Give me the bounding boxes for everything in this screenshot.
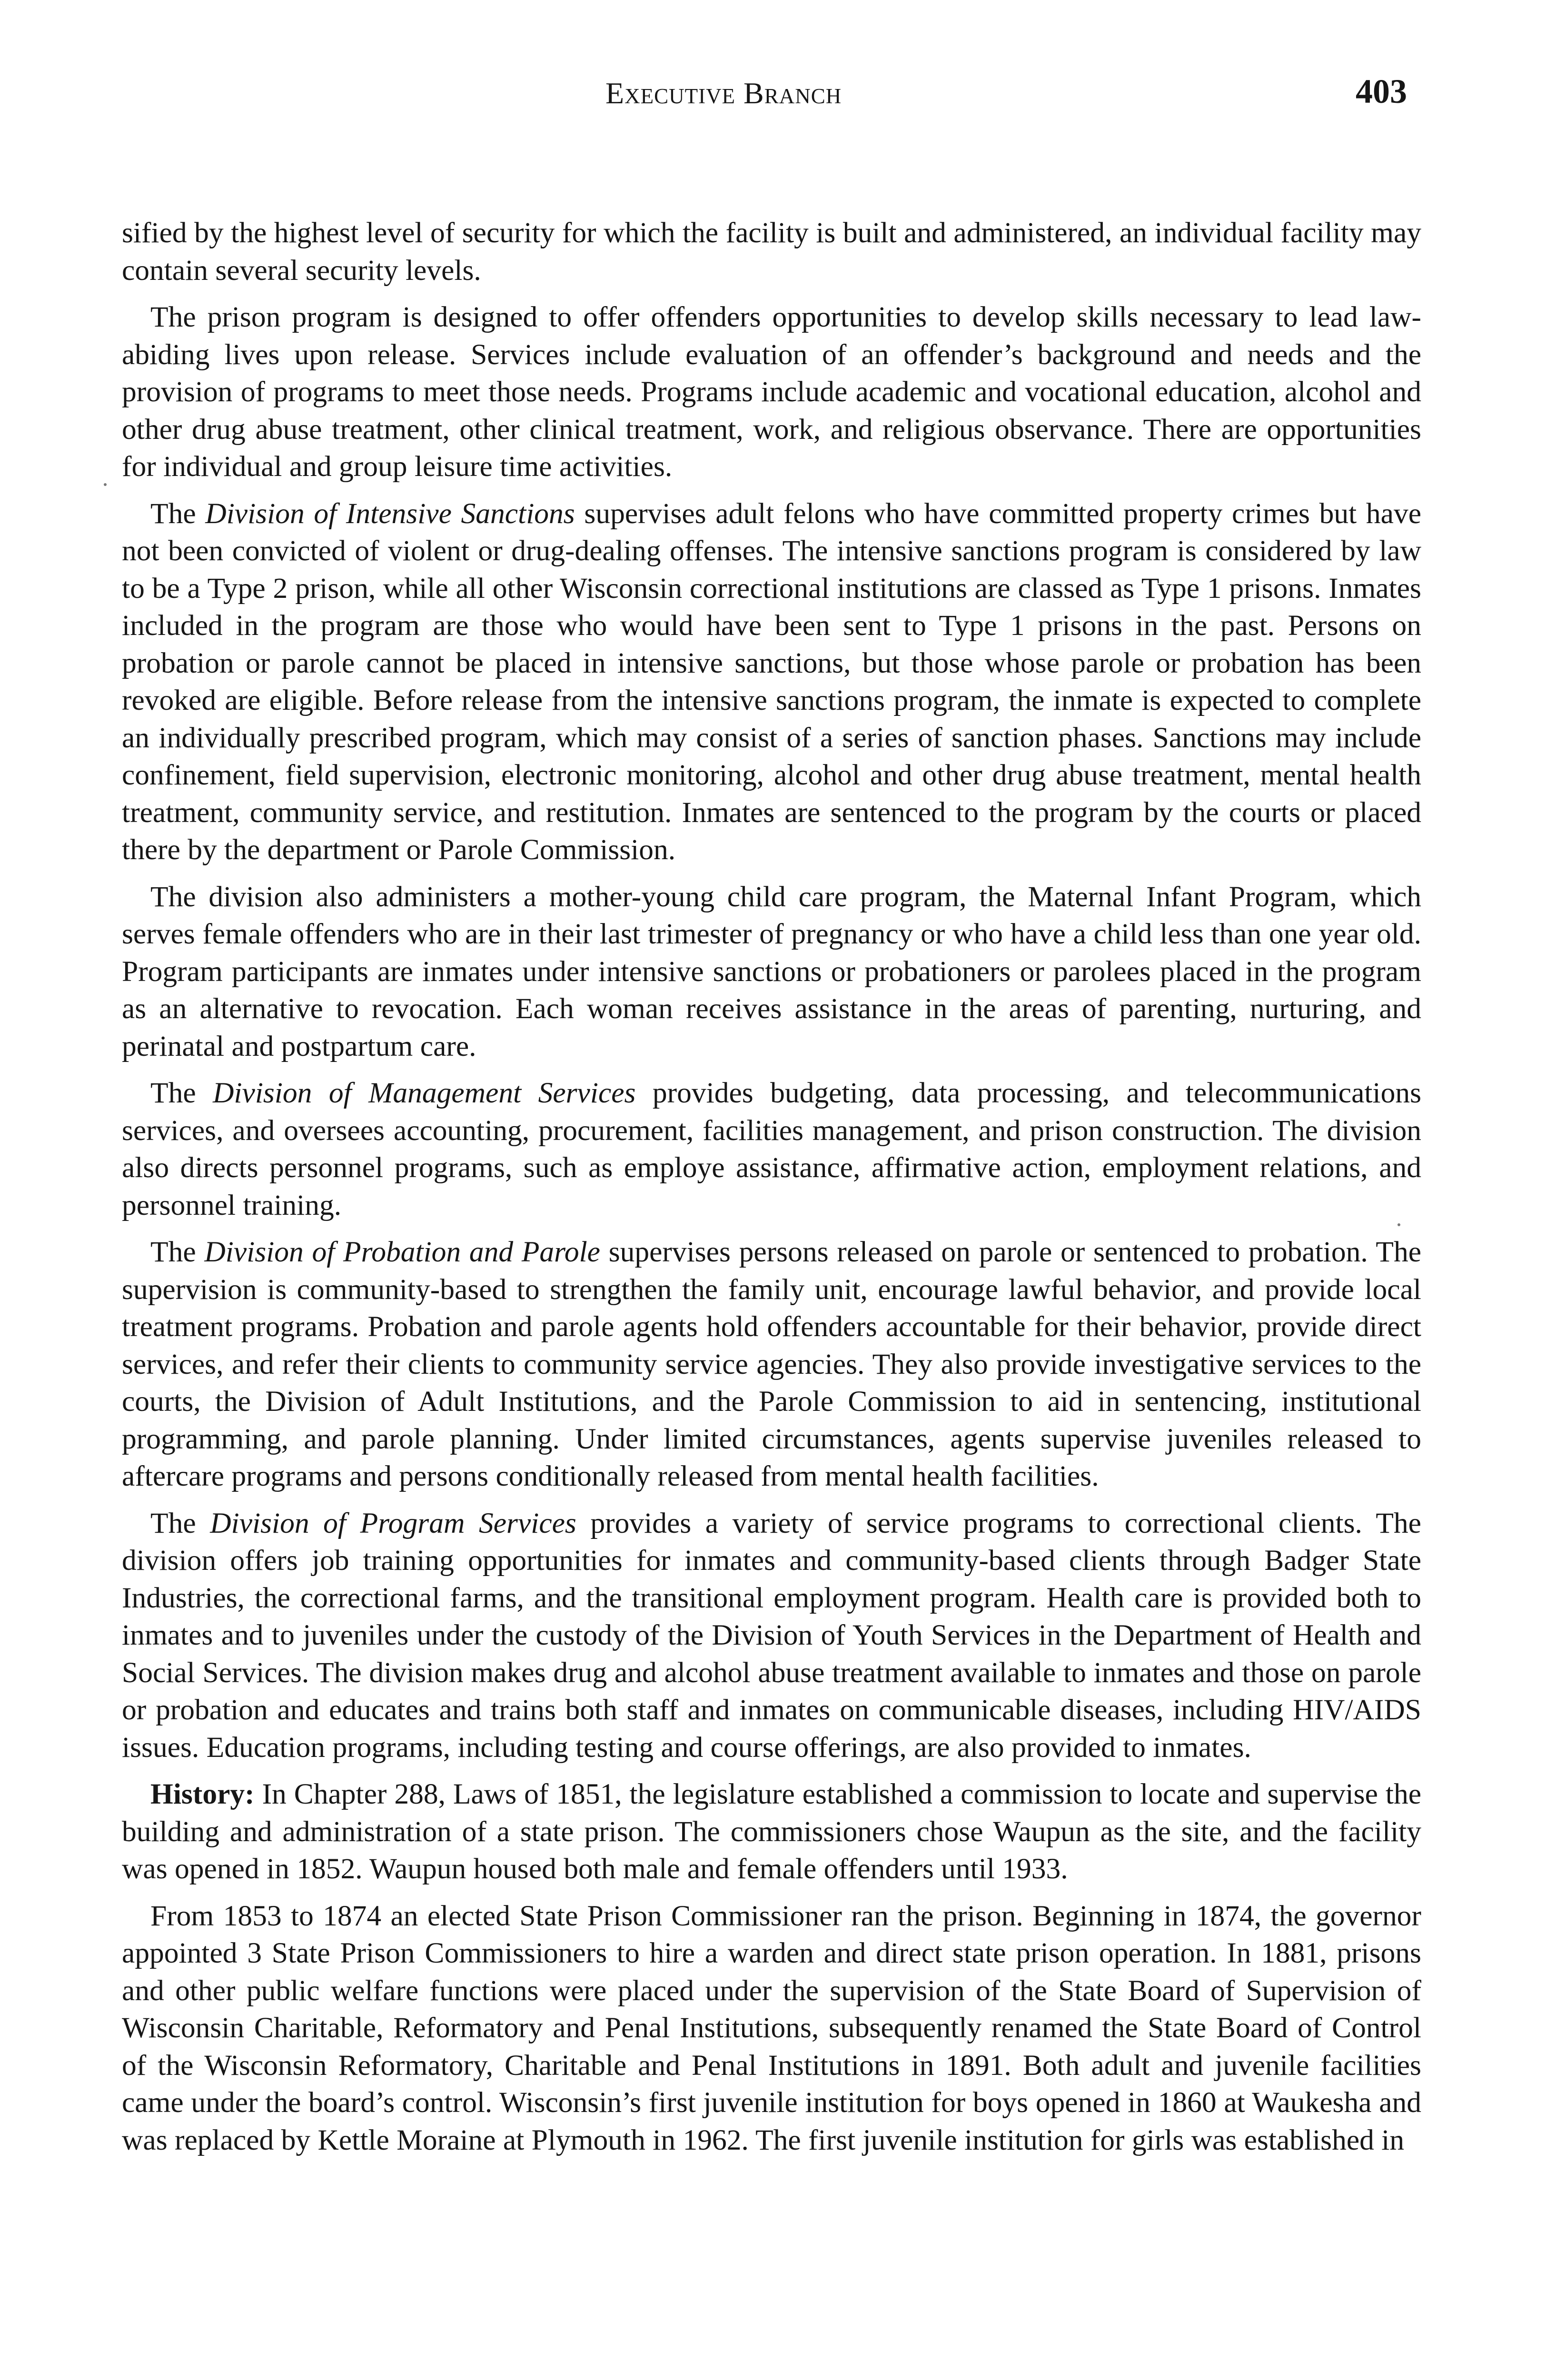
paragraph-probation-parole (122, 1233, 1421, 1495)
paragraph-text: sified by the highest level of security for which the facility is built and administered, an individual facility may contain several security levels. (122, 217, 1421, 287)
paragraph-management-services (122, 1074, 1421, 1224)
paragraph-text: The prison program is designed to offer offenders opportunities to develop skills necessary to lead law-abiding lives upon release. Services include evaluation of an offender’s background and needs and the provision of programs to meet those needs. Programs include academic and vocational education, alcohol and other drug abuse treatment, other clinical treatment, work, and religious observance. There are opportunities for individual and group leisure time activities. (122, 301, 1421, 483)
paragraph-lead: The (150, 1507, 210, 1539)
paragraph-text: provides a variety of service programs to correctional clients. The division offers job training opportunities for inmates and community-based clients through Badger State Industries, the correctional farms, and the transitional employment program. Health care is provided both to inmates and to juveniles under the custody of the Division of Youth Services in the Department of Health and Social Services. The division makes drug and alcohol abuse treatment available to inmates and those on parole or probation and educates and trains both staff and inmates on communicable diseases, including HIV/AIDS issues. Education programs, including testing and course offerings, are also provided to inmates. (122, 1507, 1421, 1764)
page-number: 403 (1356, 72, 1407, 110)
division-name-management-services: Division of Management Services (213, 1077, 636, 1109)
paragraph-text: The division also administers a mother-young child care program, the Maternal Infant Program, which serves female offenders who are in their last trimester of pregnancy or who have a child less than one year old. Program participants are inmates under intensive sanctions or probationers or parolees placed in the program as an alternative to revocation. Each woman receives assistance in the areas of parenting, nurturing, and perinatal and postpartum care. (122, 880, 1421, 1062)
paragraph-maternal-infant-program (122, 878, 1421, 1065)
paragraph-security-levels (122, 214, 1421, 289)
running-header (0, 71, 1546, 119)
paragraph-text: In Chapter 288, Laws of 1851, the legislature established a commission to locate and supervise the building and administration of a state prison. The commissioners chose Waupun as the site, and the facility was opened in 1852. Waupun housed both male and female offenders until 1933. (122, 1778, 1421, 1885)
history-label: History: (150, 1778, 255, 1810)
division-name-intensive-sanctions: Division of Intensive Sanctions (205, 497, 575, 530)
scan-speck (104, 483, 107, 486)
scan-speck (1397, 1223, 1400, 1226)
paragraph-text: supervises adult felons who have committed property crimes but have not been convicted of violent or drug-dealing offenses. The intensive sanctions program is considered by law to be a Type 2 prison, while all other Wisconsin correctional institutions are classed as Type 1 prisons. Inmates included in the program are those who would have been sent to Type 1 prisons in the past. Persons on probation or parole cannot be placed in intensive sanctions, but those whose parole or probation has been revoked are eligible. Before release from the intensive sanctions program, the inmate is expected to complete an individually prescribed program, which may consist of a series of sanction phases. Sanctions may include confinement, field supervision, electronic monitoring, alcohol and other drug abuse treatment, mental health treatment, community service, and restitution. Inmates are sentenced to the program by the courts or placed there by the department or Parole Commission. (122, 497, 1421, 866)
paragraph-program-services (122, 1505, 1421, 1766)
paragraph-lead: The (150, 1077, 213, 1109)
division-name-probation-parole: Division of Probation and Parole (204, 1236, 600, 1268)
paragraph-text: provides budgeting, data processing, and telecommunications services, and oversees accounting, procurement, facilities management, and prison construction. The division also directs personnel programs, such as employe assistance, affirmative action, employment relations, and personnel training. (122, 1077, 1422, 1221)
division-name-program-services: Division of Program Services (210, 1507, 576, 1539)
paragraph-lead: The (150, 497, 206, 530)
body-text (122, 214, 1421, 2168)
paragraph-lead: The (150, 1236, 205, 1268)
paragraph-prison-program (122, 298, 1421, 486)
paragraph-text: From 1853 to 1874 an elected State Prison Commissioner ran the prison. Beginning in 1874, the governor appointed 3 State Prison Commissioners to hire a warden and direct state prison operation. In 1881, prisons and other public welfare functions were placed under the supervision of the State Board of Supervision of Wisconsin Charitable, Reformatory and Penal Institutions, subsequently renamed the State Board of Control of the Wisconsin Reformatory, Charitable and Penal Institutions in 1891. Both adult and juvenile facilities came under the board’s control. Wisconsin’s first juvenile institution for boys opened in 1860 at Waukesha and was replaced by Kettle Moraine at Plymouth in 1962. The first juvenile institution for girls was established in (122, 1899, 1421, 2156)
paragraph-history (122, 1775, 1421, 1888)
paragraph-text: supervises persons released on parole or sentenced to probation. The supervision is community-based to strengthen the family unit, encourage lawful behavior, and provide local treatment programs. Probation and parole agents hold offenders accountable for their behavior, provide direct services, and refer their clients to community service agencies. They also provide investigative services to the courts, the Division of Adult Institutions, and the Parole Commission to aid in sentencing, institutional programming, and parole planning. Under limited circumstances, agents supervise juveniles released to aftercare programs and persons conditionally released from mental health facilities. (122, 1236, 1421, 1492)
section-title: Executive Branch (605, 76, 842, 110)
paragraph-prison-commissioner (122, 1897, 1421, 2159)
paragraph-intensive-sanctions (122, 495, 1421, 869)
